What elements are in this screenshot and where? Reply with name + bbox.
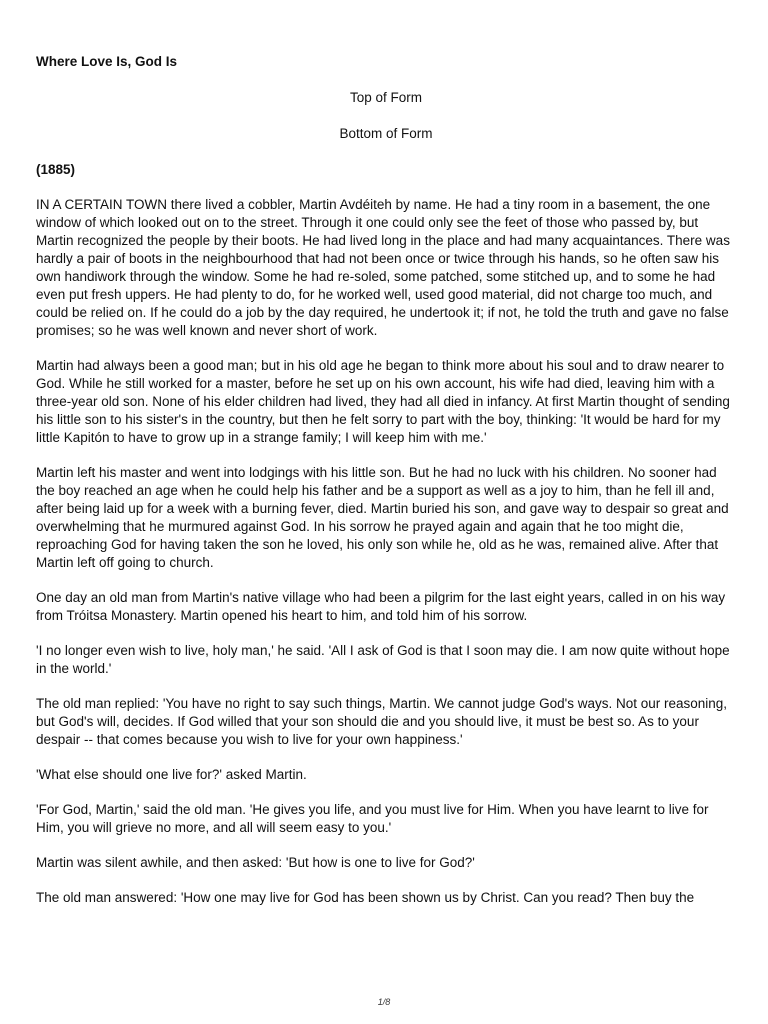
paragraph: Martin was silent awhile, and then asked: 'But how is one to live for God?' [36,855,475,870]
paragraph: Martin left his master and went into lodgings with his little son. But he had no luck with his children. No sooner had the boy reached an age when he could help his father and be a support as well as a joy to him, than he fell ill and, after being laid up for a week with a burning fever, died. Martin buried his son, and gave way to despair so great and overwhelming that he murmured against God. In his sorrow he prayed again and again that he too might die, reproaching God for having taken the son he loved, his only son while he, old as he was, remained alive. After that Martin left off going to church. [36,465,729,570]
page-indicator: 1/8 [377,997,391,1007]
document-title: Where Love Is, God Is [36,54,178,69]
paragraph: IN A CERTAIN TOWN there lived a cobbler, Martin Avdéiteh by name. He had a tiny room in a basement, the one window of which looked out on to the street. Through it one could only see the feet of those who passed by, but Martin recognized the people by their boots. He had lived long in the place and had many acquaintances. There was hardly a pair of boots in the neighbourhood that had not been once or twice through his hands, so he often saw his own handiwork through the window. Some he had re-soled, some patched, some stitched up, and to some he had even put fresh uppers. He had plenty to do, for he worked well, used good material, did not charge too much, and could be relied on. If he could do a job by the day required, he undertook it; if not, he told the truth and gave no false promises; so he was well known and never short of work. [36,197,730,338]
paragraph: One day an old man from Martin's native village who had been a pilgrim for the last eight years, called in on his way from Tróitsa Monastery. Martin opened his heart to him, and told him of his sorrow. [36,590,726,623]
publication-year: (1885) [36,162,76,177]
top-of-form-marker: Top of Form [349,90,423,105]
paragraph: 'For God, Martin,' said the old man. 'He gives you life, and you must live for Him. When you have learnt to live for Him, you will grieve no more, and all will seem easy to you.' [36,802,709,835]
paragraph: The old man replied: 'You have no right to say such things, Martin. We cannot judge God's ways. Not our reasoning, but God's will, decides. If God willed that your son should die and you should live, it must be best so. As to your despair -- that comes because you wish to live for your own happiness.' [36,696,728,747]
paragraph: 'I no longer even wish to live, holy man,' he said. 'All I ask of God is that I soon may die. I am now quite without hope in the world.' [36,643,730,676]
paragraph: The old man answered: 'How one may live for God has been shown us by Christ. Can you read? Then buy the [36,890,695,905]
document-page [36,52,736,924]
paragraph: Martin had always been a good man; but in his old age he began to think more about his soul and to draw nearer to God. While he still worked for a master, before he set up on his own account, his wife had died, leaving him with a three-year old son. None of his elder children had lived, they had all died in infancy. At first Martin thought of sending his little son to his sister's in the country, but then he felt sorry to part with the boy, thinking: 'It would be hard for my little Kapitón to have to grow up in a strange family; I will keep him with me.' [36,358,730,445]
paragraph: 'What else should one live for?' asked Martin. [36,767,307,782]
bottom-of-form-marker: Bottom of Form [339,126,433,141]
